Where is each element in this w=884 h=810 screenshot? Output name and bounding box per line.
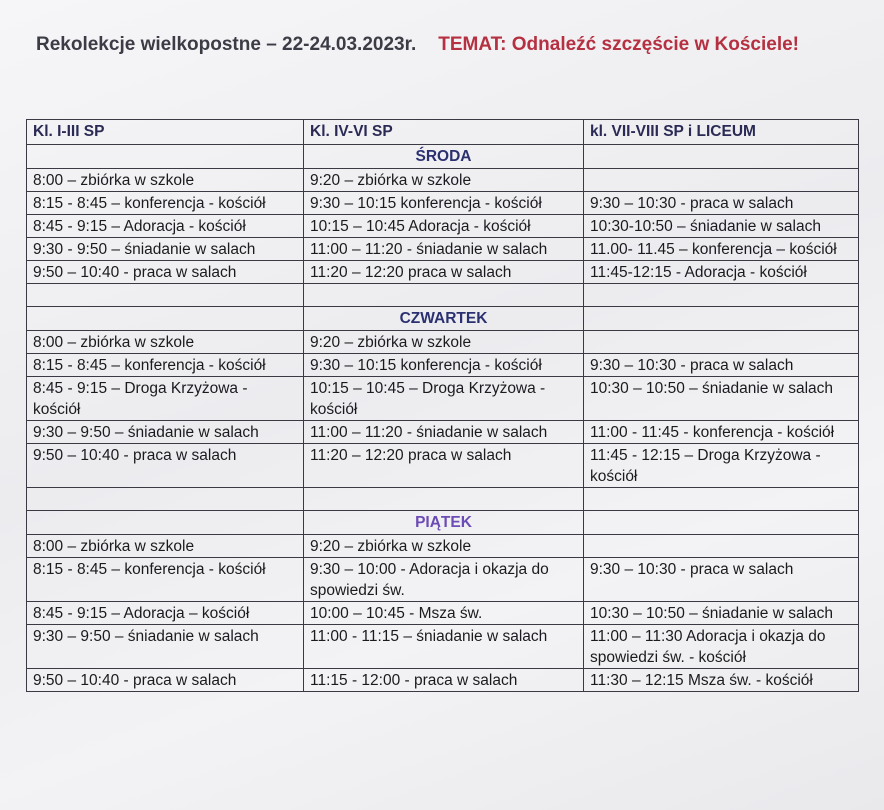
- table-row: [27, 558, 859, 602]
- table-row: [27, 377, 859, 421]
- table-cell: 11:20 – 12:20 praca w salach: [304, 261, 584, 284]
- table-cell: 11:45-12:15 - Adoracja - kościół: [584, 261, 859, 284]
- table-cell: 9:50 – 10:40 - praca w salach: [27, 669, 304, 692]
- column-header: kl. VII-VIII SP i LICEUM: [584, 120, 859, 145]
- table-cell: 9:30 – 10:30 - praca w salach: [584, 354, 859, 377]
- table-cell: 8:15 - 8:45 – konferencja - kościół: [27, 192, 304, 215]
- table-cell: 9:20 – zbiórka w szkole: [304, 331, 584, 354]
- day-name: ŚRODA: [304, 145, 584, 169]
- table-cell: 9:30 – 9:50 – śniadanie w salach: [27, 625, 304, 669]
- table-cell: 11:00 - 11:15 – śniadanie w salach: [304, 625, 584, 669]
- table-row: [27, 261, 859, 284]
- table-row: [27, 602, 859, 625]
- table-cell: 9:20 – zbiórka w szkole: [304, 169, 584, 192]
- table-row: [27, 421, 859, 444]
- day-row-czwartek: [27, 307, 859, 331]
- schedule-table: [26, 119, 859, 692]
- table-cell: [584, 331, 859, 354]
- header-row: [27, 120, 859, 145]
- table-cell: 11:20 – 12:20 praca w salach: [304, 444, 584, 488]
- table-cell: [584, 169, 859, 192]
- column-header: Kl. IV-VI SP: [304, 120, 584, 145]
- theme-title: TEMAT: Odnaleźć szczęście w Kościele!: [438, 34, 800, 55]
- table-cell: [584, 535, 859, 558]
- table-row: [27, 215, 859, 238]
- table-row: [27, 354, 859, 377]
- table-row: [27, 535, 859, 558]
- table-cell: 8:00 – zbiórka w szkole: [27, 169, 304, 192]
- table-cell: 8:45 - 9:15 – Adoracja - kościół: [27, 215, 304, 238]
- table-cell: 11.00- 11.45 – konferencja – kościół: [584, 238, 859, 261]
- table-cell: 9:50 – 10:40 - praca w salach: [27, 444, 304, 488]
- table-cell: 10:30 – 10:50 – śniadanie w salach: [584, 602, 859, 625]
- table-cell: 8:15 - 8:45 – konferencja - kościół: [27, 354, 304, 377]
- table-row: [27, 625, 859, 669]
- table-cell: 9:30 – 10:15 konferencja - kościół: [304, 192, 584, 215]
- table-cell: 8:15 - 8:45 – konferencja - kościół: [27, 558, 304, 602]
- table-cell: 9:30 – 10:30 - praca w salach: [584, 192, 859, 215]
- table-cell: 9:30 – 10:00 - Adoracja i okazja do spowiedzi św.: [304, 558, 584, 602]
- table-cell: 11:00 – 11:20 - śniadanie w salach: [304, 238, 584, 261]
- event-title: Rekolekcje wielkopostne – 22-24.03.2023r.: [36, 34, 417, 55]
- table-cell: 11:00 – 11:30 Adoracja i okazja do spowiedzi św. - kościół: [584, 625, 859, 669]
- spacer-row: [27, 284, 859, 307]
- table-cell: 8:45 - 9:15 – Droga Krzyżowa - kościół: [27, 377, 304, 421]
- table-cell: 10:30 – 10:50 – śniadanie w salach: [584, 377, 859, 421]
- table-cell: 11:15 - 12:00 - praca w salach: [304, 669, 584, 692]
- table-row: [27, 192, 859, 215]
- day-name: PIĄTEK: [304, 511, 584, 535]
- table-cell: 11:00 – 11:20 - śniadanie w salach: [304, 421, 584, 444]
- day-name: CZWARTEK: [304, 307, 584, 331]
- table-cell: 10:15 – 10:45 Adoracja - kościół: [304, 215, 584, 238]
- table-row: [27, 169, 859, 192]
- table-cell: 11:30 – 12:15 Msza św. - kościół: [584, 669, 859, 692]
- table-cell: 8:00 – zbiórka w szkole: [27, 331, 304, 354]
- table-cell: 9:30 – 10:15 konferencja - kościół: [304, 354, 584, 377]
- table-cell: 8:45 - 9:15 – Adoracja – kościół: [27, 602, 304, 625]
- table-row: [27, 669, 859, 692]
- day-row-sroda: [27, 145, 859, 169]
- day-row-piatek: [27, 511, 859, 535]
- table-cell: 10:30-10:50 – śniadanie w salach: [584, 215, 859, 238]
- column-header: Kl. I-III SP: [27, 120, 304, 145]
- table-row: [27, 331, 859, 354]
- document-header: [36, 34, 864, 56]
- table-cell: 9:30 - 9:50 – śniadanie w salach: [27, 238, 304, 261]
- table-cell: 9:30 – 10:30 - praca w salach: [584, 558, 859, 602]
- table-row: [27, 444, 859, 488]
- table-cell: 10:15 – 10:45 – Droga Krzyżowa - kościół: [304, 377, 584, 421]
- table-cell: 11:00 - 11:45 - konferencja - kościół: [584, 421, 859, 444]
- table-cell: 10:00 – 10:45 - Msza św.: [304, 602, 584, 625]
- table-cell: 8:00 – zbiórka w szkole: [27, 535, 304, 558]
- table-row: [27, 238, 859, 261]
- table-cell: 9:20 – zbiórka w szkole: [304, 535, 584, 558]
- table-cell: 11:45 - 12:15 – Droga Krzyżowa - kościół: [584, 444, 859, 488]
- table-cell: 9:30 – 9:50 – śniadanie w salach: [27, 421, 304, 444]
- spacer-row: [27, 488, 859, 511]
- table-cell: 9:50 – 10:40 - praca w salach: [27, 261, 304, 284]
